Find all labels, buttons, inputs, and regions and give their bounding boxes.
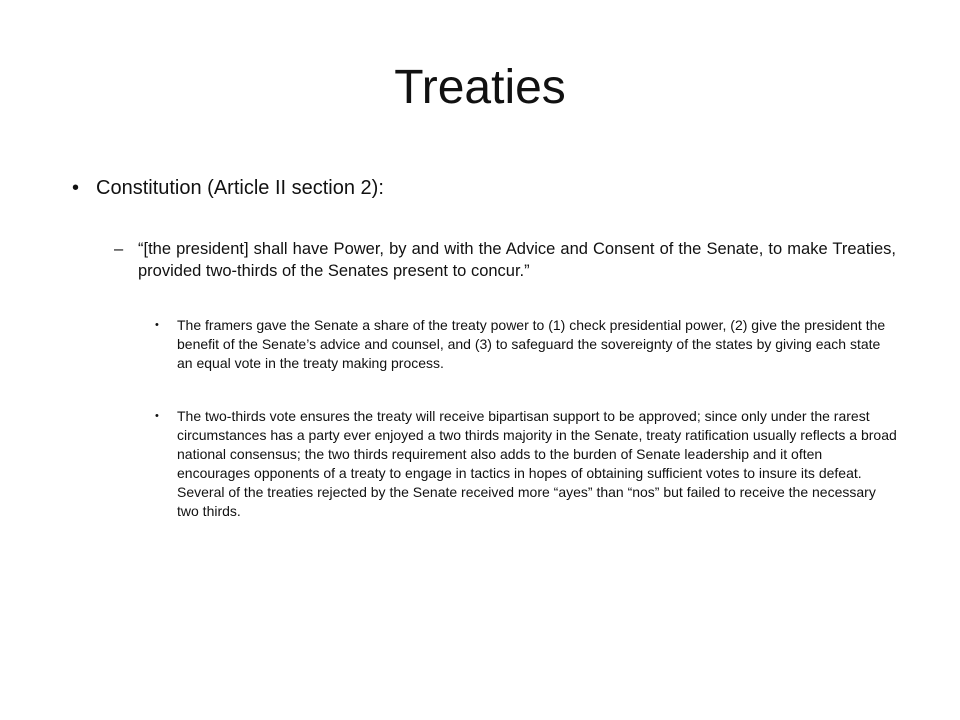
- bullet-constitution: [72, 174, 896, 202]
- dash-marker: –: [114, 240, 124, 258]
- quote-president-power: [114, 238, 896, 282]
- bullet-marker: •: [155, 319, 159, 331]
- bullet-marker: •: [155, 410, 159, 422]
- slide-title: Treaties: [394, 61, 566, 114]
- bullet-two-thirds-vote: [155, 407, 897, 521]
- bullet-text: The two-thirds vote ensures the treaty will receive bipartisan support to be approved; since only under the rarest circumstances has a party ever enjoyed a two thirds majority in the Senate, treaty ratification usually reflects a broad national consensus; the two thirds requirement also adds to the burden of Senate leadership and it often encourages opponents of a treaty to engage in tactics in hopes of obtaining sufficient votes to insure its defeat. Several of the treaties rejected by the Senate received more “ayes” than “nos” but failed to receive the necessary two thirds.: [177, 408, 897, 519]
- bullet-marker: •: [72, 177, 80, 199]
- bullet-text: Constitution (Article II section 2):: [96, 177, 384, 199]
- quote-text: “[the president] shall have Power, by and with the Advice and Consent of the Senate, to make Treaties, provided two-thirds of the Senates present to concur.”: [138, 240, 896, 280]
- bullet-text: The framers gave the Senate a share of the treaty power to (1) check presidential power, (2) give the president the benefit of the Senate’s advice and counsel, and (3) to safeguard the sovereignty of the states by giving each state an equal vote in the treaty making process.: [177, 317, 886, 371]
- bullet-framers: [155, 316, 897, 373]
